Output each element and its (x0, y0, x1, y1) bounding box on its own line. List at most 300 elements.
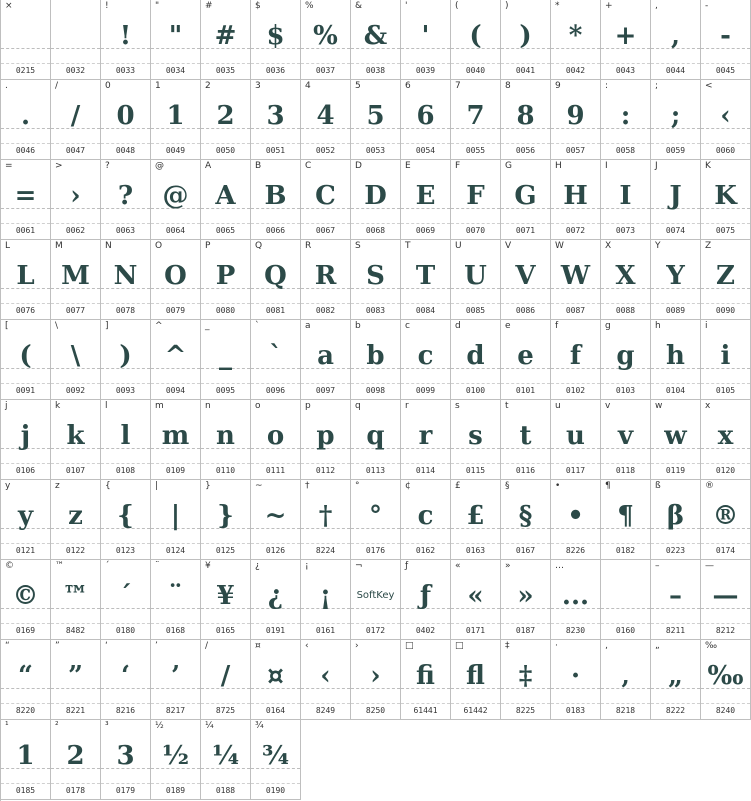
glyph-code: 0182 (615, 546, 636, 555)
glyph-sample: ½ (161, 741, 190, 771)
glyph-code: 0114 (415, 466, 436, 475)
descender-line (451, 463, 500, 464)
glyph-label: □ (455, 641, 464, 651)
glyph-sample: ‹ (320, 661, 331, 691)
glyph-label: ™ (55, 561, 64, 571)
glyph-code: 0038 (365, 66, 386, 75)
descender-line (151, 543, 200, 544)
glyph-sample: ¶ (617, 501, 634, 531)
glyph-cell (651, 0, 701, 80)
descender-line (151, 783, 200, 784)
glyph-sample: V (515, 261, 536, 291)
glyph-label: 0 (105, 81, 111, 91)
glyph-cell (501, 640, 551, 720)
descender-line (501, 223, 550, 224)
descender-line (101, 143, 150, 144)
descender-line (301, 303, 350, 304)
glyph-sample: ` (269, 341, 282, 371)
glyph-code: 0109 (165, 466, 186, 475)
glyph-cell (101, 640, 151, 720)
glyph-label: q (355, 401, 361, 411)
glyph-cell (351, 320, 401, 400)
glyph-cell (251, 560, 301, 640)
glyph-cell (501, 240, 551, 320)
glyph-cell (1, 320, 51, 400)
glyph-code: 0086 (515, 306, 536, 315)
glyph-label: f (555, 321, 559, 331)
glyph-label: © (5, 561, 14, 571)
descender-line (651, 63, 700, 64)
glyph-code: 0105 (715, 386, 736, 395)
descender-line (201, 383, 250, 384)
glyph-cell (101, 560, 151, 640)
glyph-label: # (205, 1, 213, 11)
descender-line (651, 703, 700, 704)
descender-line (701, 543, 750, 544)
glyph-code: 0187 (515, 626, 536, 635)
glyph-sample: - (720, 21, 731, 51)
glyph-code: 0095 (215, 386, 236, 395)
glyph-label: y (5, 481, 11, 491)
glyph-code: 8249 (315, 706, 336, 715)
glyph-cell (551, 640, 601, 720)
glyph-sample (601, 576, 650, 616)
descender-line (101, 783, 150, 784)
glyph-label: ¼ (205, 721, 214, 731)
glyph-sample: 6 (416, 101, 435, 131)
descender-line (1, 783, 50, 784)
glyph-code: 0179 (115, 786, 136, 795)
glyph-sample: \ (70, 341, 81, 371)
glyph-sample (1, 16, 50, 56)
glyph-label: _ (205, 321, 210, 331)
glyph-cell (601, 400, 651, 480)
glyph-cell (601, 480, 651, 560)
glyph-code: 8225 (515, 706, 536, 715)
glyph-cell (651, 400, 701, 480)
descender-line (351, 703, 400, 704)
glyph-cell (151, 240, 201, 320)
glyph-sample: P (215, 261, 236, 291)
glyph-sample: u (566, 421, 585, 451)
descender-line (451, 703, 500, 704)
glyph-cell (101, 320, 151, 400)
glyph-code: 0093 (115, 386, 136, 395)
glyph-label: J (655, 161, 658, 171)
glyph-label: ¡ (305, 561, 309, 571)
glyph-label: £ (455, 481, 461, 491)
glyph-code: 0036 (265, 66, 286, 75)
glyph-label: ¤ (255, 641, 261, 651)
glyph-code: 0039 (415, 66, 436, 75)
glyph-code: 0121 (15, 546, 36, 555)
glyph-sample: m (161, 421, 190, 451)
glyph-cell (551, 80, 601, 160)
descender-line (201, 223, 250, 224)
glyph-cell (151, 320, 201, 400)
glyph-sample: 4 (316, 101, 335, 131)
glyph-cell (601, 640, 651, 720)
glyph-cell (551, 160, 601, 240)
glyph-sample: 8 (516, 101, 535, 131)
glyph-sample: k (66, 421, 85, 451)
descender-line (1, 623, 50, 624)
descender-line (351, 303, 400, 304)
glyph-sample: # (214, 21, 237, 51)
glyph-sample: w (664, 421, 687, 451)
glyph-sample: SoftKey (356, 590, 395, 601)
glyph-cell (201, 80, 251, 160)
glyph-code: 0033 (115, 66, 136, 75)
glyph-cell (251, 0, 301, 80)
glyph-sample: ™ (62, 581, 89, 611)
glyph-cell (301, 0, 351, 80)
glyph-sample: $ (266, 21, 285, 51)
glyph-code: 0058 (615, 146, 636, 155)
glyph-label: ¬ (355, 561, 363, 571)
glyph-code: 0063 (115, 226, 136, 235)
glyph-cell (351, 160, 401, 240)
descender-line (101, 63, 150, 64)
glyph-code: 0080 (215, 306, 236, 315)
glyph-cell (501, 560, 551, 640)
descender-line (351, 623, 400, 624)
descender-line (1, 63, 50, 64)
glyph-label: { (105, 481, 111, 491)
descender-line (651, 383, 700, 384)
descender-line (51, 543, 100, 544)
descender-line (501, 63, 550, 64)
descender-line (101, 223, 150, 224)
descender-line (601, 383, 650, 384)
glyph-code: 0050 (215, 146, 236, 155)
glyph-label: • (555, 481, 561, 491)
descender-line (51, 463, 100, 464)
glyph-cell (351, 240, 401, 320)
descender-line (501, 703, 550, 704)
glyph-code: 0188 (215, 786, 236, 795)
glyph-code: 0104 (665, 386, 686, 395)
glyph-code: 0189 (165, 786, 186, 795)
glyph-cell (451, 240, 501, 320)
glyph-sample: fl (466, 661, 485, 691)
descender-line (451, 143, 500, 144)
descender-line (351, 463, 400, 464)
glyph-cell (151, 720, 201, 800)
glyph-cell (151, 400, 201, 480)
glyph-code: 0102 (565, 386, 586, 395)
glyph-sample: „ (668, 661, 683, 691)
glyph-sample: Y (666, 261, 685, 291)
glyph-cell (201, 720, 251, 800)
glyph-cell (401, 480, 451, 560)
glyph-sample: , (670, 21, 681, 51)
glyph-cell (501, 320, 551, 400)
glyph-label: ² (55, 721, 59, 731)
glyph-cell (301, 240, 351, 320)
glyph-cell (1, 480, 51, 560)
descender-line (51, 303, 100, 304)
descender-line (251, 463, 300, 464)
glyph-cell (601, 320, 651, 400)
descender-line (451, 303, 500, 304)
descender-line (201, 623, 250, 624)
glyph-label: 4 (305, 81, 311, 91)
glyph-label: a (305, 321, 311, 331)
glyph-cell (201, 400, 251, 480)
glyph-code: 0112 (315, 466, 336, 475)
glyph-cell (701, 640, 751, 720)
glyph-code: 0172 (365, 626, 386, 635)
glyph-sample: ° (369, 501, 382, 531)
glyph-cell (301, 320, 351, 400)
descender-line (501, 383, 550, 384)
glyph-cell (251, 720, 301, 800)
glyph-code: 8250 (365, 706, 386, 715)
glyph-cell (451, 400, 501, 480)
glyph-cell (701, 320, 751, 400)
glyph-label: x (705, 401, 711, 411)
glyph-sample: › (70, 181, 81, 211)
glyph-code: 0402 (415, 626, 436, 635)
glyph-code: 0118 (615, 466, 636, 475)
descender-line (251, 63, 300, 64)
descender-line (151, 383, 200, 384)
descender-line (251, 223, 300, 224)
glyph-code: 0167 (515, 546, 536, 555)
glyph-cell (1, 80, 51, 160)
glyph-label: ” (55, 641, 60, 651)
descender-line (251, 143, 300, 144)
glyph-sample: ¿ (267, 581, 284, 611)
glyph-sample: 0 (116, 101, 135, 131)
glyph-sample: ... (561, 581, 590, 611)
glyph-cell (101, 240, 151, 320)
glyph-code: 0065 (215, 226, 236, 235)
glyph-code: 0066 (265, 226, 286, 235)
descender-line (51, 63, 100, 64)
glyph-label: « (455, 561, 461, 571)
glyph-code: 0098 (365, 386, 386, 395)
glyph-label: ¶ (605, 481, 611, 491)
descender-line (701, 223, 750, 224)
glyph-code: 0055 (465, 146, 486, 155)
glyph-label: 5 (355, 81, 361, 91)
glyph-sample: N (113, 261, 138, 291)
glyph-cell (501, 480, 551, 560)
glyph-sample: B (264, 181, 287, 211)
glyph-sample: G (514, 181, 537, 211)
glyph-label: ~ (255, 481, 263, 491)
glyph-cell (251, 640, 301, 720)
glyph-cell (651, 320, 701, 400)
glyph-label: ‡ (505, 641, 510, 651)
glyph-label: \ (55, 321, 59, 331)
glyph-label: V (505, 241, 512, 251)
glyph-sample: ´ (119, 581, 132, 611)
glyph-label: „ (655, 641, 660, 651)
glyph-sample: 1 (166, 101, 185, 131)
descender-line (201, 143, 250, 144)
descender-line (551, 63, 600, 64)
glyph-cell (601, 0, 651, 80)
glyph-sample: + (614, 21, 637, 51)
glyph-cell (51, 560, 101, 640)
glyph-sample: n (216, 421, 235, 451)
glyph-code: 0096 (265, 386, 286, 395)
glyph-label: t (505, 401, 509, 411)
descender-line (501, 303, 550, 304)
glyph-label: : (605, 81, 609, 91)
glyph-label: h (655, 321, 661, 331)
glyph-cell (401, 640, 451, 720)
glyph-code: 0215 (15, 66, 36, 75)
glyph-label: > (55, 161, 63, 171)
descender-line (651, 543, 700, 544)
glyph-label: o (255, 401, 261, 411)
glyph-sample: y (17, 501, 34, 531)
glyph-code: 0191 (265, 626, 286, 635)
glyph-code: 0067 (315, 226, 336, 235)
glyph-code: 0108 (115, 466, 136, 475)
descender-line (551, 703, 600, 704)
glyph-cell (401, 400, 451, 480)
glyph-label: < (705, 81, 713, 91)
glyph-code: 0094 (165, 386, 186, 395)
glyph-label: ' (405, 1, 408, 11)
descender-line (401, 63, 450, 64)
glyph-cell (1, 720, 51, 800)
glyph-cell (101, 80, 151, 160)
glyph-label: , (655, 1, 658, 11)
descender-line (601, 143, 650, 144)
glyph-label: ) (505, 1, 509, 11)
glyph-code: 0032 (65, 66, 86, 75)
glyph-code: 0171 (465, 626, 486, 635)
descender-line (451, 63, 500, 64)
descender-line (501, 463, 550, 464)
glyph-sample: r (418, 421, 433, 451)
descender-line (451, 543, 500, 544)
glyph-code: 0068 (365, 226, 386, 235)
glyph-cell (351, 480, 401, 560)
descender-line (301, 623, 350, 624)
descender-line (451, 623, 500, 624)
descender-line (301, 543, 350, 544)
descender-line (201, 543, 250, 544)
glyph-sample: § (518, 501, 533, 531)
glyph-sample: ) (519, 21, 532, 51)
glyph-code: 0043 (615, 66, 636, 75)
descender-line (601, 303, 650, 304)
glyph-code: 61442 (463, 706, 488, 715)
descender-line (301, 223, 350, 224)
glyph-sample: Q (264, 261, 287, 291)
descender-line (201, 703, 250, 704)
glyph-cell (551, 560, 601, 640)
glyph-sample: T (415, 261, 436, 291)
descender-line (651, 463, 700, 464)
glyph-sample: t (519, 421, 532, 451)
descender-line (401, 623, 450, 624)
descender-line (601, 543, 650, 544)
glyph-code: 8216 (115, 706, 136, 715)
glyph-code: 0122 (65, 546, 86, 555)
glyph-code: 0082 (315, 306, 336, 315)
glyph-label: ° (355, 481, 360, 491)
glyph-label: D (355, 161, 362, 171)
descender-line (501, 143, 550, 144)
descender-line (1, 143, 50, 144)
glyph-sample: & (363, 21, 388, 51)
glyph-label: ƒ (405, 561, 409, 571)
glyph-cell (601, 160, 651, 240)
glyph-code: 8240 (715, 706, 736, 715)
glyph-label: “ (5, 641, 10, 651)
glyph-label: E (405, 161, 411, 171)
descender-line (451, 383, 500, 384)
descender-line (651, 223, 700, 224)
glyph-cell (301, 560, 351, 640)
glyph-code: 0037 (315, 66, 336, 75)
glyph-code: 0107 (65, 466, 86, 475)
glyph-cell (201, 320, 251, 400)
descender-line (551, 143, 600, 144)
glyph-label: j (5, 401, 8, 411)
glyph-label: ¢ (405, 481, 411, 491)
glyph-code: 0169 (15, 626, 36, 635)
glyph-cell (201, 640, 251, 720)
glyph-label: r (405, 401, 409, 411)
glyph-code: 0100 (465, 386, 486, 395)
glyph-cell (101, 160, 151, 240)
glyph-code: 0161 (315, 626, 336, 635)
descender-line (451, 223, 500, 224)
glyph-label: › (355, 641, 359, 651)
descender-line (201, 63, 250, 64)
glyph-cell (151, 560, 201, 640)
glyph-code: 0085 (465, 306, 486, 315)
glyph-cell (551, 480, 601, 560)
descender-line (1, 223, 50, 224)
glyph-code: 0160 (615, 626, 636, 635)
glyph-label: × (5, 1, 13, 11)
glyph-cell (201, 480, 251, 560)
glyph-sample: o (266, 421, 285, 451)
glyph-label: – (655, 561, 660, 571)
glyph-sample: 2 (66, 741, 85, 771)
descender-line (301, 143, 350, 144)
glyph-code: 0052 (315, 146, 336, 155)
glyph-cell (451, 640, 501, 720)
glyph-sample: z (68, 501, 83, 531)
glyph-cell (301, 400, 351, 480)
glyph-label: ³ (105, 721, 109, 731)
glyph-cell (201, 0, 251, 80)
glyph-code: 0062 (65, 226, 86, 235)
descender-line (101, 303, 150, 304)
glyph-sample: © (12, 581, 39, 611)
glyph-cell (351, 560, 401, 640)
glyph-cell (51, 240, 101, 320)
glyph-code: 0064 (165, 226, 186, 235)
descender-line (601, 223, 650, 224)
glyph-label: k (55, 401, 61, 411)
glyph-cell (451, 80, 501, 160)
glyph-sample: 7 (466, 101, 485, 131)
glyph-code: 0120 (715, 466, 736, 475)
glyph-sample: . (20, 101, 31, 131)
